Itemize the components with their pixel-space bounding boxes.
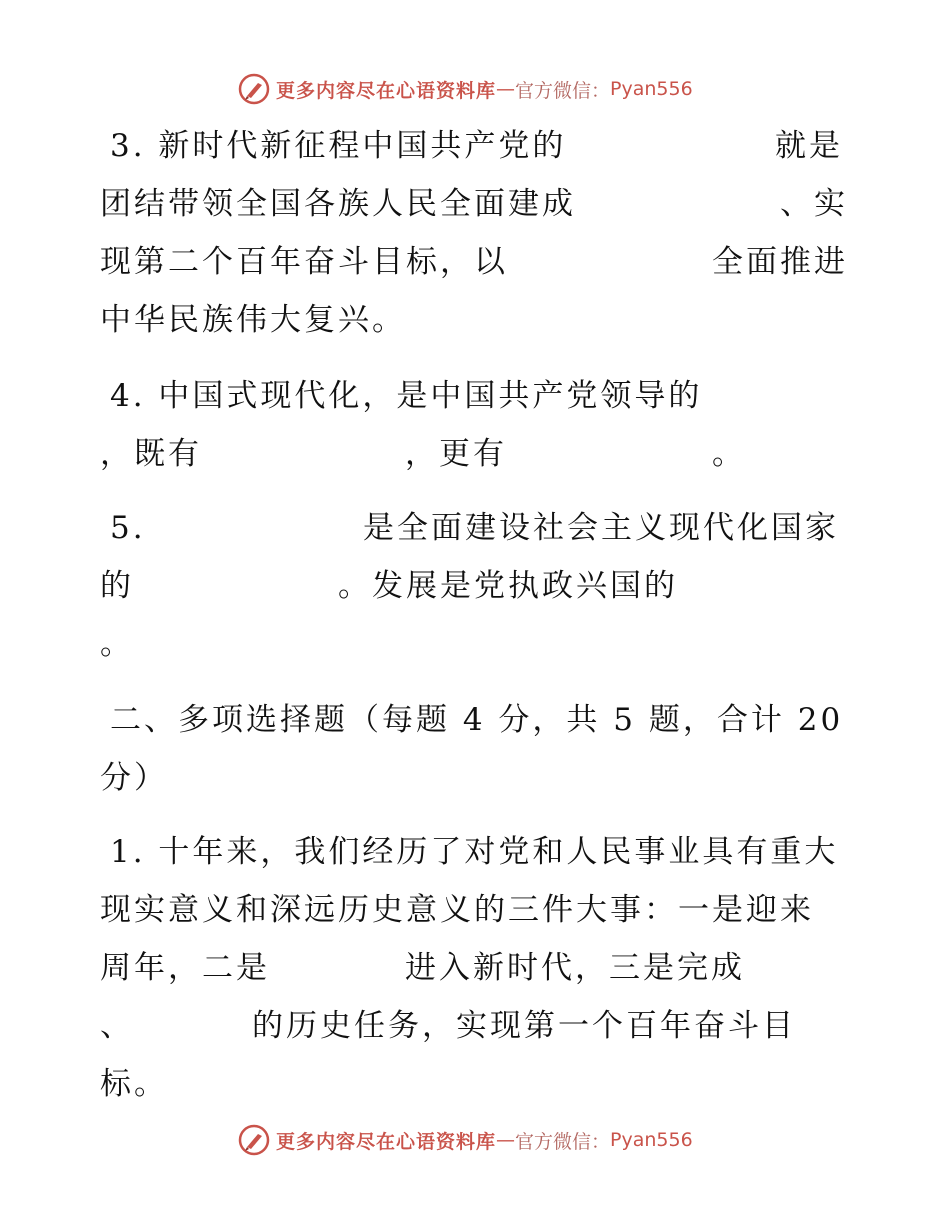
q3-line-2 [100, 180, 860, 228]
q3-text: 就是 [775, 128, 843, 164]
q5-text: 。 [100, 626, 134, 662]
q4-text: ，更有 [405, 436, 507, 472]
q3-text: 团结带领全国各族人民全面建成 [100, 186, 576, 222]
s2q1-text: 1. 十年来，我们经历了对党和人民事业具有重大 [110, 834, 839, 870]
q4-line-2 [100, 430, 860, 478]
s2q1-line-5 [100, 1060, 860, 1108]
s2q1-text: 的历史任务，实现第一个百年奋斗目 [252, 1008, 796, 1044]
q5-line-3 [100, 620, 860, 668]
watermark-label: 官方微信： [515, 1130, 611, 1153]
watermark-handle: Pyan556 [610, 1129, 693, 1151]
quill-pen-logo-icon [238, 1124, 270, 1156]
footer-watermark [238, 1123, 693, 1157]
section2-heading-cont [100, 754, 860, 802]
s2q1-text: 进入新时代，三是完成 [405, 950, 745, 986]
q5-text: 的 [100, 568, 134, 604]
s2q1-line-2 [100, 886, 860, 934]
watermark-brand: 更多内容尽在心语资料库 [276, 1130, 497, 1153]
watermark-dash: — [496, 78, 516, 100]
q5-line-1 [100, 504, 860, 552]
s2q1-line-1 [100, 828, 860, 876]
q5-text: 。发展是党执政兴国的 [338, 568, 678, 604]
header-watermark [238, 72, 693, 106]
s2q1-text: 周年，二是 [100, 950, 270, 986]
s2q1-text: 现实意义和深远历史意义的三件大事：一是迎来 [100, 892, 814, 928]
q3-line-1 [100, 122, 860, 170]
watermark-label: 官方微信： [515, 79, 611, 102]
q3-line-3 [100, 238, 860, 286]
q3-text: 3. 新时代新征程中国共产党的 [110, 128, 567, 164]
q4-text: 4. 中国式现代化，是中国共产党领导的 [110, 378, 703, 414]
q4-line-1 [100, 372, 860, 420]
q5-line-2 [100, 562, 860, 610]
section2-heading-text: 分） [100, 760, 168, 796]
watermark-handle: Pyan556 [610, 78, 693, 100]
section2-heading-text: 二、多项选择题（每题 4 分，共 5 题，合计 20 [110, 702, 844, 738]
s2q1-line-4 [100, 1002, 860, 1050]
section2-heading [100, 696, 860, 744]
s2q1-text: 、 [100, 1008, 134, 1044]
q5-text: 5. [110, 510, 146, 546]
q3-text: 、实 [780, 186, 848, 222]
q5-text: 是全面建设社会主义现代化国家 [363, 510, 839, 546]
q3-text: 现第二个百年奋斗目标，以 [100, 244, 508, 280]
s2q1-line-3 [100, 944, 860, 992]
q4-text: 。 [712, 436, 746, 472]
q3-text: 中华民族伟大复兴。 [100, 302, 406, 338]
q4-text: ，既有 [100, 436, 202, 472]
watermark-dash: — [496, 1129, 516, 1151]
q3-line-4 [100, 296, 860, 344]
s2q1-text: 标。 [100, 1066, 168, 1102]
q3-text: 全面推进 [712, 244, 848, 280]
watermark-brand: 更多内容尽在心语资料库 [276, 79, 497, 102]
quill-pen-logo-icon [238, 73, 270, 105]
